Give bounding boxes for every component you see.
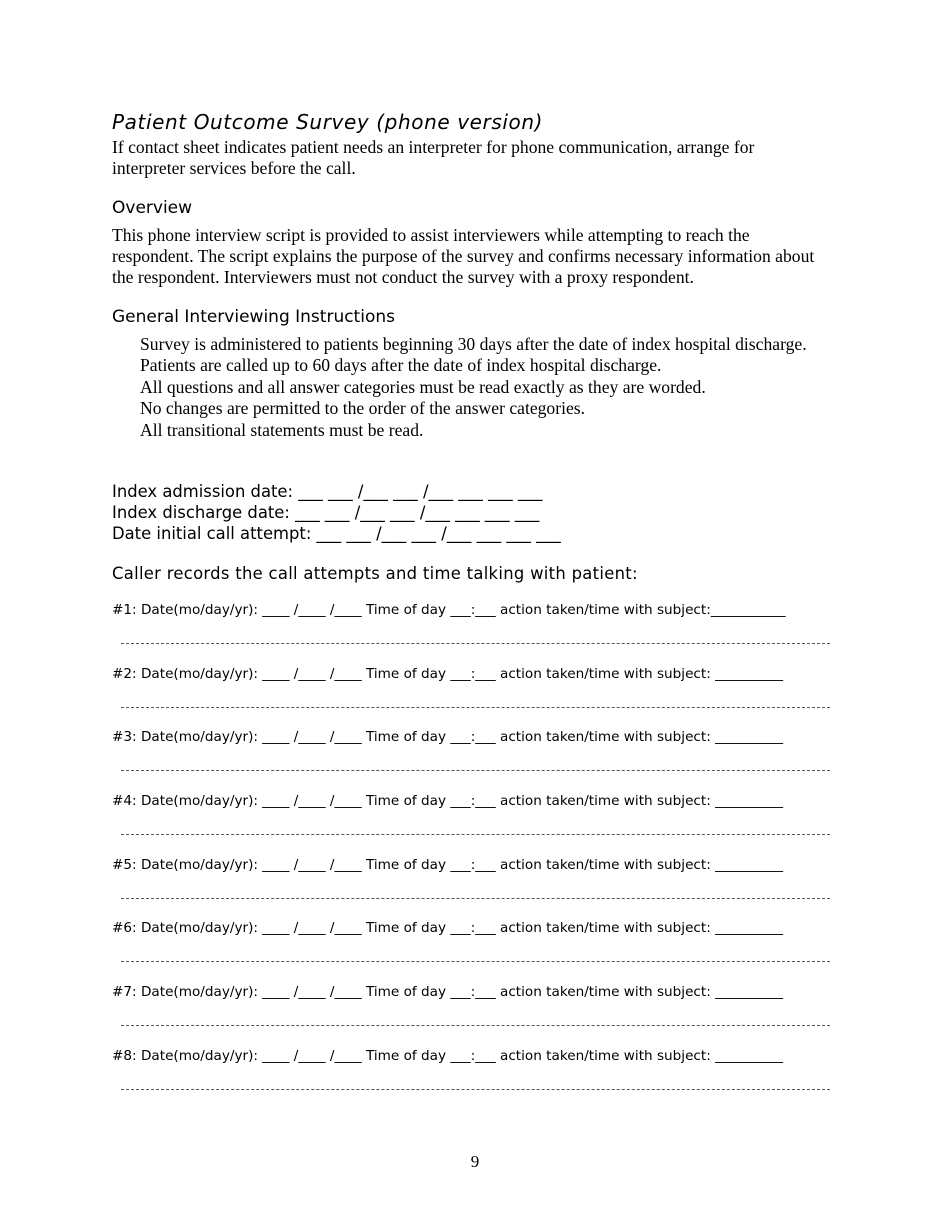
initial-call-date-field[interactable]: Date initial call attempt: ___ ___ /___ ___ /___ ___ ___ ___ (112, 524, 561, 543)
call-attempt-fields[interactable]: #3: Date(mo/day/yr): ____ /____ /____ Time of day ___:___ action taken/time with subject: __________ (112, 729, 784, 746)
call-attempt-row (112, 855, 830, 919)
call-attempt-row (112, 982, 830, 1046)
call-attempt-fields[interactable]: #4: Date(mo/day/yr): ____ /____ /____ Time of day ___:___ action taken/time with subject: __________ (112, 793, 784, 810)
index-admission-date-field[interactable]: Index admission date: ___ ___ /___ ___ /___ ___ ___ ___ (112, 482, 543, 501)
instruction-item: All transitional statements must be read. (140, 419, 424, 440)
notes-line[interactable] (121, 770, 830, 771)
call-attempt-row (112, 791, 830, 855)
notes-line[interactable] (121, 898, 830, 899)
notes-line[interactable] (121, 961, 830, 962)
notes-line[interactable] (121, 834, 830, 835)
instruction-item: Survey is administered to patients beginning 30 days after the date of index hospital discharge. (140, 334, 807, 354)
instruction-item: Patients are called up to 60 days after the date of index hospital discharge. (140, 355, 662, 376)
call-attempt-row (112, 918, 830, 982)
instruction-item: No changes are permitted to the order of the answer categories. (140, 398, 586, 419)
index-discharge-date-field[interactable]: Index discharge date: ___ ___ /___ ___ /___ ___ ___ ___ (112, 503, 540, 522)
call-attempt-row (112, 600, 830, 664)
call-attempt-fields[interactable]: #5: Date(mo/day/yr): ____ /____ /____ Time of day ___:___ action taken/time with subject: __________ (112, 856, 784, 873)
overview-paragraph: This phone interview script is provided to assist interviewers while attempting to reach the respondent. The script explains the purpose of the survey and confirms necessary information about the respondent. Interviewers must not conduct the survey with a proxy respondent. (112, 225, 815, 287)
page-number: 9 (470, 1152, 480, 1171)
call-attempt-fields[interactable]: #2: Date(mo/day/yr): ____ /____ /____ Time of day ___:___ action taken/time with subject: __________ (112, 665, 784, 682)
call-attempt-fields[interactable]: #6: Date(mo/day/yr): ____ /____ /____ Time of day ___:___ action taken/time with subject: __________ (112, 920, 784, 937)
instructions-list (140, 334, 820, 441)
call-attempt-row (112, 727, 830, 791)
notes-line[interactable] (121, 1025, 830, 1026)
call-attempt-fields[interactable]: #7: Date(mo/day/yr): ____ /____ /____ Time of day ___:___ action taken/time with subject: __________ (112, 984, 784, 1001)
call-attempt-fields[interactable]: #8: Date(mo/day/yr): ____ /____ /____ Time of day ___:___ action taken/time with subject: __________ (112, 1047, 784, 1064)
call-attempts-list (112, 600, 830, 1110)
intro-paragraph: If contact sheet indicates patient needs an interpreter for phone communication, arrange for interpreter services before the call. (112, 137, 755, 178)
date-fields (112, 481, 561, 544)
page-title: Patient Outcome Survey (phone version) (112, 110, 544, 134)
call-attempt-fields[interactable]: #1: Date(mo/day/yr): ____ /____ /____ Time of day ___:___ action taken/time with subject:___________ (112, 602, 786, 618)
notes-line[interactable] (121, 707, 830, 708)
notes-line[interactable] (121, 643, 830, 644)
call-attempt-row (112, 664, 830, 728)
general-instructions-heading: General Interviewing Instructions (112, 307, 395, 327)
call-attempt-row (112, 1046, 830, 1110)
notes-line[interactable] (121, 1089, 830, 1090)
instruction-item: All questions and all answer categories must be read exactly as they are worded. (140, 376, 706, 397)
overview-heading: Overview (112, 198, 193, 218)
caller-records-heading: Caller records the call attempts and time talking with patient: (112, 564, 638, 583)
